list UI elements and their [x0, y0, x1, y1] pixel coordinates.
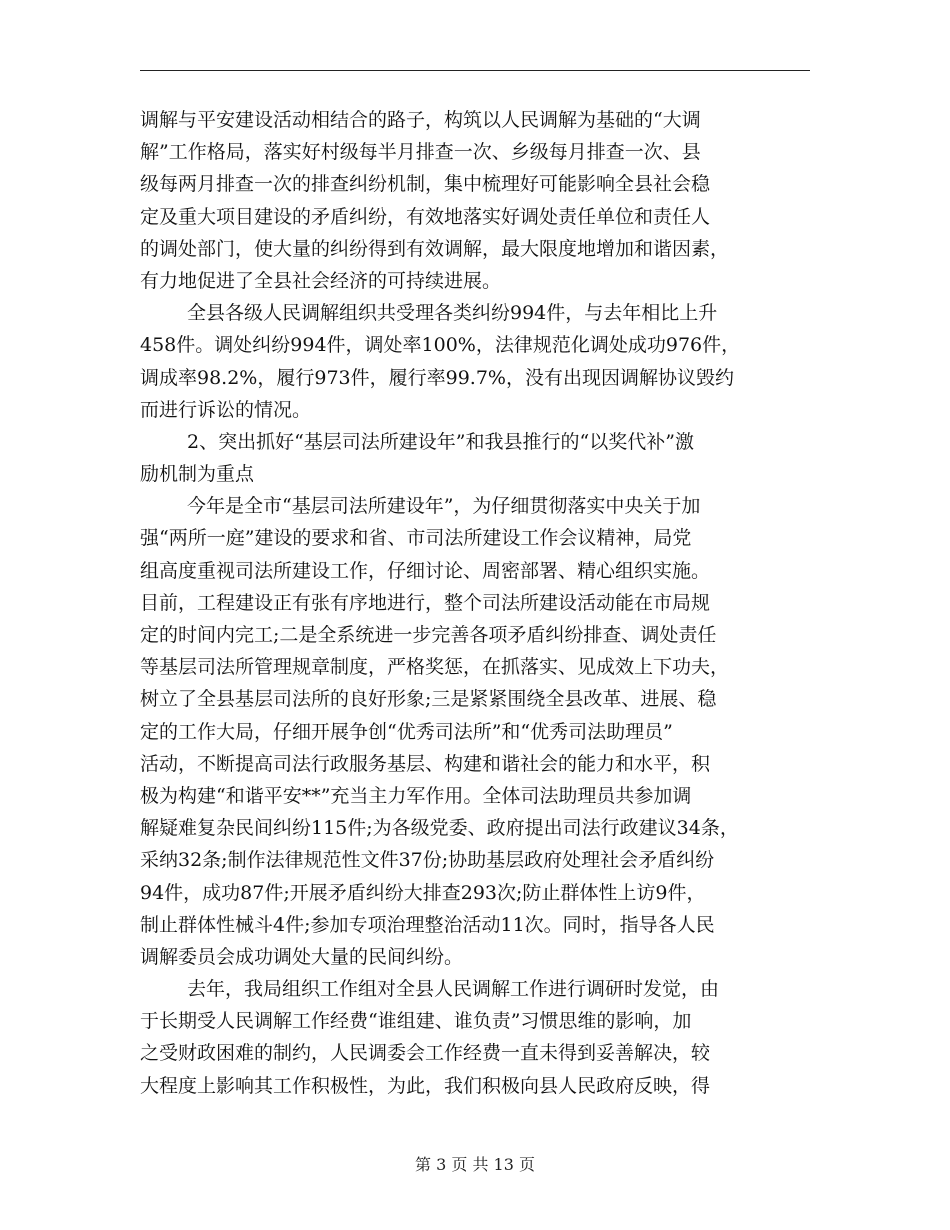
text-line: 的调处部门，使大量的纠纷得到有效调解，最大限度地增加和谐因素，	[140, 237, 730, 260]
text-line: 树立了全县基层司法所的良好形象;三是紧紧围绕全县改革、进展、稳	[140, 688, 717, 711]
text-line: 而进行诉讼的情况。	[140, 398, 312, 421]
text-line: 之受财政困难的制约，人民调委会工作经费一直未得到妥善解决，较	[140, 1042, 711, 1065]
text-line: 级每两月排查一次的排查纠纷机制，集中梳理好可能影响全县社会稳	[140, 173, 711, 196]
text-line: 调解与平安建设活动相结合的路子，构筑以人民调解为基础的“大调	[140, 109, 701, 131]
text-line: 解”工作格局，落实好村级每半月排查一次、乡级每月排查一次、县	[140, 141, 701, 164]
text-line: 定的工作大局，仔细开展争创“优秀司法所”和“优秀司法助理员”	[140, 720, 673, 743]
text-line: 制止群体性械斗4件;参加专项治理整治活动11次。同时，指导各人民	[140, 913, 715, 936]
text-line: 有力地促进了全县社会经济的可持续进展。	[140, 269, 502, 292]
text-line: 于长期受人民调解工作经费“谁组建、谁负责”习惯思维的影响，加	[140, 1010, 692, 1033]
text-line: 解疑难复杂民间纠纷115件;为各级党委、政府提出司法行政建议34条，	[140, 817, 739, 840]
text-line: 极为构建“和谐平安**”充当主力军作用。全体司法助理员共参加调	[140, 784, 692, 807]
section-heading-line: 励机制为重点	[140, 463, 255, 486]
text-line: 调解委员会成功调处大量的民间纠纷。	[140, 945, 464, 968]
text-line: 目前，工程建设正有张有序地进行，整个司法所建设活动能在市局规	[140, 591, 711, 614]
text-line: 强“两所一庭”建设的要求和省、市司法所建设工作会议精神，局党	[140, 527, 692, 550]
paragraph-start-line: 今年是全市“基层司法所建设年”，为仔细贯彻落实中央关于加	[187, 495, 701, 518]
text-line: 活动，不断提高司法行政服务基层、构建和谐社会的能力和水平，积	[140, 752, 711, 775]
paragraph-start-line: 去年，我局组织工作组对全县人民调解工作进行调研时发觉，由	[187, 978, 720, 1001]
body-text	[140, 104, 812, 1102]
text-line: 458件。调处纠纷994件，调处率100%，法律规范化调处成功976件，	[140, 334, 741, 357]
text-line: 组高度重视司法所建设工作，仔细讨论、周密部署、精心组织实施。	[140, 559, 711, 582]
paragraph-start-line: 全县各级人民调解组织共受理各类纠纷994件，与去年相比上升	[187, 302, 718, 325]
text-line: 等基层司法所管理规章制度，严格奖惩，在抓落实、见成效上下功夫，	[140, 656, 730, 679]
text-line: 调成率98.2%，履行973件，履行率99.7%，没有出现因调解协议毁约	[140, 366, 734, 389]
text-line: 大程度上影响其工作积极性，为此，我们积极向县人民政府反映，得	[140, 1074, 711, 1097]
section-heading-line: 2、突出抓好“基层司法所建设年”和我县推行的“以奖代补”激	[187, 430, 694, 453]
page-number-footer: 第 3 页 共 13 页	[415, 1155, 535, 1174]
text-line: 采纳32条;制作法律规范性文件37份;协助基层政府处理社会矛盾纠纷	[140, 849, 715, 872]
text-line: 94件，成功87件;开展矛盾纠纷大排查293次;防止群体性上访9件，	[140, 881, 706, 904]
header-rule	[140, 70, 810, 71]
text-line: 定及重大项目建设的矛盾纠纷，有效地落实好调处责任单位和责任人	[140, 205, 711, 228]
text-line: 定的时间内完工;二是全系统进一步完善各项矛盾纠纷排查、调处责任	[140, 624, 717, 646]
